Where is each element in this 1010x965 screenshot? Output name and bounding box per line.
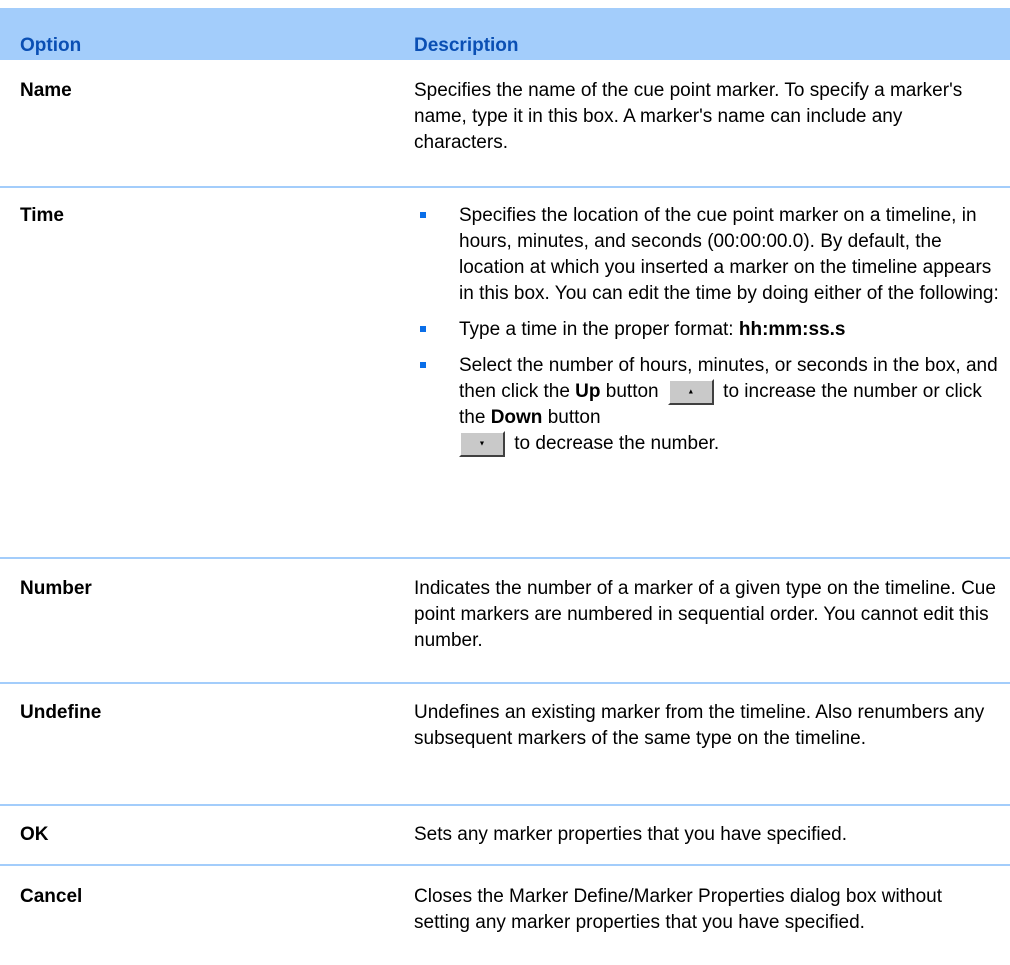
description-cancel: Closes the Marker Define/Marker Properties dialog box without setting any marker properties that you have specified. (414, 886, 943, 933)
description-undefine: Undefines an existing marker from the timeline. Also renumbers any subsequent markers of the same type on the timeline. (414, 702, 985, 749)
option-ok: OK (20, 824, 49, 845)
table-header (0, 8, 1010, 60)
option-undefine: Undefine (20, 702, 102, 723)
row-separator (0, 864, 1010, 866)
description-ok: Sets any marker properties that you have specified. (414, 824, 848, 845)
option-number: Number (20, 578, 92, 599)
row-separator (0, 682, 1010, 684)
row-separator (0, 804, 1010, 806)
row-separator (0, 557, 1010, 559)
square-bullet-icon (420, 212, 426, 218)
list-item (414, 317, 1000, 343)
header-description: Description (414, 35, 519, 56)
list-item (414, 353, 1000, 457)
square-bullet-icon (420, 362, 426, 368)
square-bullet-icon (420, 326, 426, 332)
row-separator (0, 186, 1010, 188)
description-number: Indicates the number of a marker of a given type on the timeline. Cue point markers are numbered in sequential order. You cannot edit this number. (414, 578, 996, 651)
time-format: hh:mm:ss.s (738, 319, 846, 340)
description-time (414, 203, 1000, 467)
option-name: Name (20, 80, 72, 101)
header-option: Option (20, 35, 82, 56)
bullet-text: Type a time in the proper format: hh:mm:ss.s (459, 319, 846, 340)
option-cancel: Cancel (20, 886, 83, 907)
bullet-text: Select the number of hours, minutes, or seconds in the box, and then click the Up button ▲ to increase the number or click the Down button ▼ to decrease the number. (459, 353, 1000, 457)
bullet-text: Specifies the location of the cue point marker on a timeline, in hours, minutes, and seconds (00:00:00.0). By default, the location at which you inserted a marker on the timeline appears in this box. You can edit the time by doing either of the following: (459, 205, 999, 304)
option-time: Time (20, 205, 65, 226)
list-item (414, 203, 1000, 307)
down-arrow-button-icon: ▼ (459, 431, 505, 457)
up-arrow-button-icon: ▲ (668, 379, 714, 405)
description-name: Specifies the name of the cue point marker. To specify a marker's name, type it in this box. A marker's name can include any characters. (414, 80, 963, 153)
